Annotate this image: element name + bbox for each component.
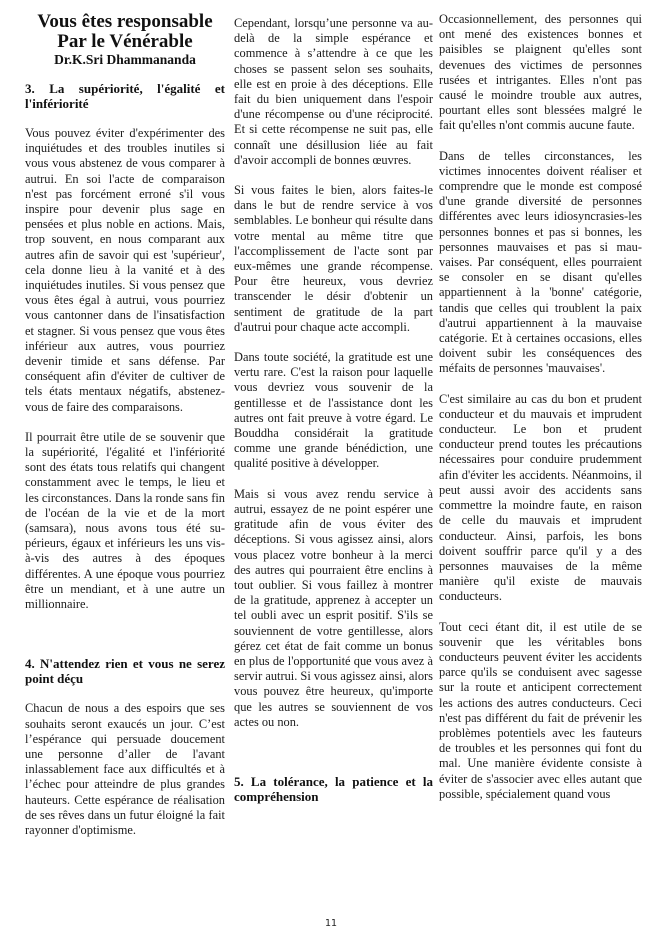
section-5-paragraph-4: Tout ceci étant dit, il est utile de se souvenir que les véritables bons conducteurs peuvent éviter les accidents parce qu'ils se conduisent avec sagesse sur la route et anticipent correctement les actions des autres conducteurs. Ceci n'est pas différent du fait de prévenir les problèmes potentiels avec les fauteurs de troubles et les personnes qui font du mal. Une manière évidente consiste à éviter de s'associer avec elles autant que possible, spécialement quand vous xyxy=(439,619,642,801)
column-2 xyxy=(234,16,433,804)
section-3-heading: 3. La supériorité, l'égalité et l'infériorité xyxy=(25,81,225,111)
title-block xyxy=(25,12,225,67)
section-4-paragraph-2: Cependant, lorsqu’une personne va au-delà de la simple espérance et commence à s’attendre à ce que les choses se passent selon ses souhaits, elle est en proie à des déceptions. Elle fait du bien uniquement dans l'espoir d'une récompense ou d'une réciprocité. Et si cette récompense ne suit pas, elle connaît une désillusion liée au fait d'avoir accompli de bonnes œuvres. xyxy=(234,16,433,167)
column-3 xyxy=(439,12,642,817)
column-1 xyxy=(25,12,225,853)
document-title-line-2: Par le Vénérable xyxy=(57,31,193,52)
section-4-paragraph-5: Mais si vous avez rendu service à autrui, essayez de ne point espérer une gratitude afin de vous éviter des déceptions. Si vous agissez ainsi, alors vous placez votre bonheur à la merci des autres qui pourraient être enclins à tout oublier. Si vous faillez à montrer de la gratitude, apprenez à accepter un tel oubli avec un esprit positif. S'ils se souviennent de votre gentillesse, alors gérez cet état de fait comme un bonus en plus de l'opportunité que vous avez à servir autrui. Si vous agissez ainsi, alors vous pouvez être heureux, qu'importe que les autres se souviennent de vos actes ou non. xyxy=(234,486,433,729)
section-4-paragraph-4: Dans toute société, la gratitude est une vertu rare. C'est la raison pour laquelle vous devriez vous souvenir de la gentillesse et de l'assistance dont les autres ont fait preuve à votre égard. Le Bouddha considérait la gratitude comme une grande bénédiction, une qualité positive à développer. xyxy=(234,350,433,471)
document-author: Dr.K.Sri Dhammananda xyxy=(54,52,196,67)
section-5-paragraph-3: C'est similaire au cas du bon et prudent conducteur et du mauvais et imprudent conducteur. Le bon et prudent conducteur prend toutes les précautions nécessaires pour conduire prudemment afin d'éviter les accidents. Néanmoins, il peut aussi avoir des accidents sans commettre la moindre faute, en raison de celle du mauvais et imprudent conducteur. Ainsi, parfois, les bons doivent souffrir parce qu'il y a des personnes mauvaises de la même manière qu'il existe de mauvais conducteurs. xyxy=(439,391,642,604)
page-number: 11 xyxy=(324,918,338,929)
section-5-paragraph-2: Dans de telles circonstances, les victimes innocentes doivent réaliser et comprendre que le monde est composé d'une grande diversité de personnes différentes avec leurs idiosyncrasies-les personnes bonnes et pas si bonnes, les personnes mauvaises et pas si mauvaises. Par conséquent, elles pourraient se consoler en se disant qu'elles appartiennent à la 'bonne' catégorie, tandis que celles qui troublent la paix d'autrui appartiennent à la mauvaise catégorie. Et à certaines occasions, elles doivent subir les conséquences des méfaits de personnes 'mauvaises'. xyxy=(439,148,642,376)
section-5-paragraph-1: Occasionnellement, des personnes qui ont mené des existences bonnes et paisibles se plaignent qu'elles sont devenues des victimes de personnes rusées et intrigantes. Elles n'ont pas causé le moindre trouble aux autres, pourtant elles sont blessées malgré le fait qu'elles n'ont commis aucune faute. xyxy=(439,12,642,133)
section-3-paragraph-2: Il pourrait être utile de se souvenir que la supériorité, l'égalité et l'infériorité sont des états tous relatifs qui changent constamment avec le temps, le lieu et les circonstances. Dans la ronde sans fin de l'océan de la vie et de la mort (samsara), nous avons tous été supérieurs, égaux et inférieurs les uns vis-à-vis des autres à des époques différentes. A une époque vous pourriez être un mendiant, et à une autre un millionnaire. xyxy=(25,429,225,612)
section-5-heading: 5. La tolérance, la patience et la compréhension xyxy=(234,773,433,804)
document-title-line-1: Vous êtes responsable xyxy=(37,11,213,32)
section-3-paragraph-1: Vous pouvez éviter d'expérimenter des inquiétudes et des troubles inutiles si vous vous abstenez de vous comparer à autrui. En soi l'acte de comparaison n'est pas forcément erroné s'il vous inspire pour devenir plus sage en pensées et plus noble en actions. Mais, trop souvent, en nous comparant aux autres afin de savoir qui est 'supérieur', cela donne lieu à la vanité et à des inquiétudes inutiles. Si vous pensez que vous êtes égal à autrui, vous pourriez vous cantonner dans de l'insatisfaction et stagner. Si vous pensez que vous êtes inférieur aux autres, vous pourriez devenir timide et sans défense. Par conséquent afin d'éviter de cultiver de tels états mentaux négatifs, abstenez-vous de faire des comparaisons. xyxy=(25,126,225,414)
section-4-paragraph-1: Chacun de nous a des espoirs que ses souhaits seront exaucés un jour. C’est l’espérance qui persuade doucement une personne d’aller de l'avant inlassablement face aux difficultés et à l’échec pour atteindre de plus grandes hauteurs. Cette espérance de réalisation de ses rêves dans un futur éloigné la fait rayonner d'optimisme. xyxy=(25,701,225,837)
spacer xyxy=(234,745,433,774)
section-4-heading: 4. N'attendez rien et vous ne serez point déçu xyxy=(25,656,225,687)
section-4-paragraph-3: Si vous faites le bien, alors faites-le dans le but de rendre service à vos semblables. Le bonheur qui résulte dans votre mental au même titre que l'accomplissement de l'acte sont par eux-mêmes une grande récompense. Pour être heureux, vous devriez transcender le désir d'obtenir un sentiment de gratitude de la part d'autrui pour chaque acte accompli. xyxy=(234,183,433,334)
spacer xyxy=(25,627,225,656)
